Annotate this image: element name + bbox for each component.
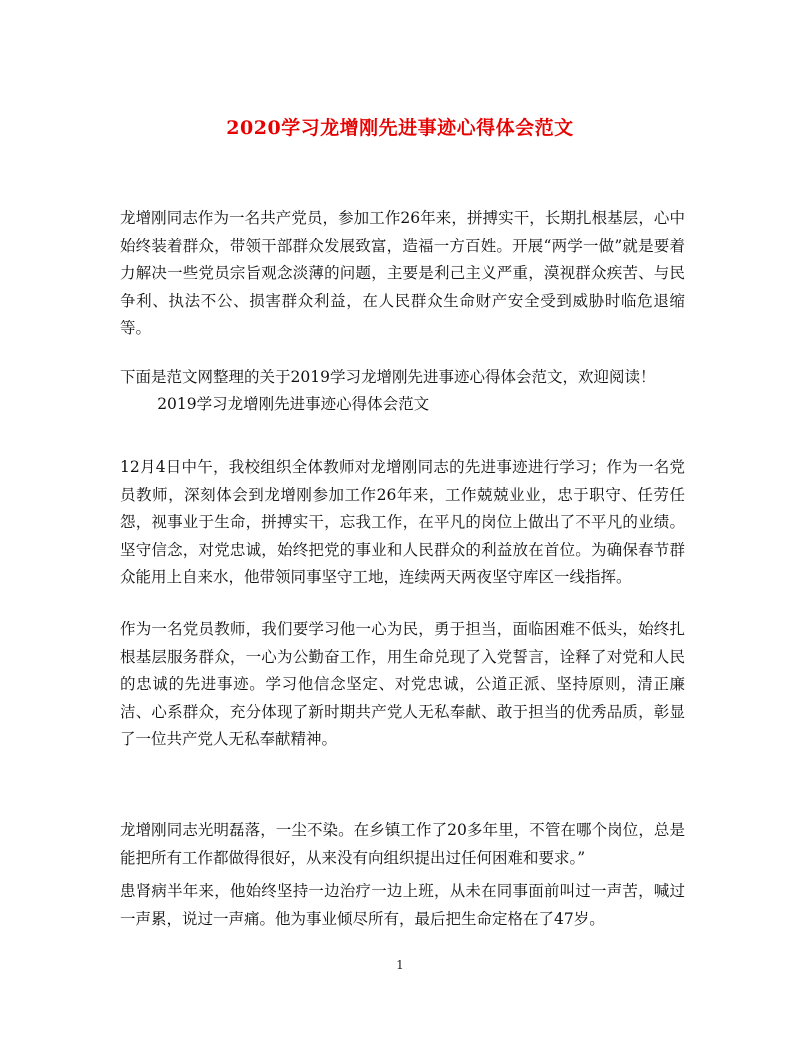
integrity-paragraph: 龙增刚同志光明磊落，一尘不染。在乡镇工作了20多年里，不管在哪个岗位，总是能把所有工作都做得很好，从来没有向组织提出过任何困难和要求。” [120, 821, 685, 867]
section-heading: 2019学习龙增刚先进事迹心得体会范文 [157, 395, 430, 413]
study-paragraph: 12月4日中午，我校组织全体教师对龙增刚同志的先进事迹进行学习；作为一名党员教师，深刻体会到龙增刚参加工作26年来，工作兢兢业业，忠于职守、任劳任怨，视事业于生命，拼搏实干，忘我工作，在平凡的岗位上做出了不平凡的业绩。坚守信念，对党忠诚，始终把党的事业和人民群众的利益放在首位。为确保春节群众能用上自来水，他带领同事坚守工地，连续两天两夜坚守库区一线指挥。 [120, 458, 685, 586]
page-title: 2020学习龙增刚先进事迹心得体会范文 [226, 117, 574, 139]
illness-paragraph: 患肾病半年来，他始终坚持一边治疗一边上班，从未在同事面前叫过一声苦，喊过一声累，说过一声痛。他为事业倾尽所有，最后把生命定格在了47岁。 [120, 882, 685, 928]
reading-note-paragraph: 下面是范文网整理的关于2019学习龙增刚先进事迹心得体会范文，欢迎阅读！ [120, 368, 656, 386]
page-number: 1 [396, 958, 404, 972]
teacher-learning-paragraph: 作为一名党员教师，我们要学习他一心为民，勇于担当，面临困难不低头，始终扎根基层服务群众，一心为公勤奋工作，用生命兑现了入党誓言，诠释了对党和人民的忠诚的先进事迹。学习他信念坚定、对党忠诚，公道正派、坚持原则，清正廉洁、心系群众，充分体现了新时期共产党人无私奉献、敢于担当的优秀品质，彰显了一位共产党人无私奉献精神。 [120, 620, 685, 748]
intro-paragraph: 龙增刚同志作为一名共产党员，参加工作26年来，拼搏实干，长期扎根基层，心中始终装着群众，带领干部群众发展致富，造福一方百姓。开展“两学一做”就是要着力解决一些党员宗旨观念淡薄的问题，主要是利己主义严重，漠视群众疾苦、与民争利、执法不公、损害群众利益，在人民群众生命财产安全受到威胁时临危退缩等。 [120, 209, 685, 337]
